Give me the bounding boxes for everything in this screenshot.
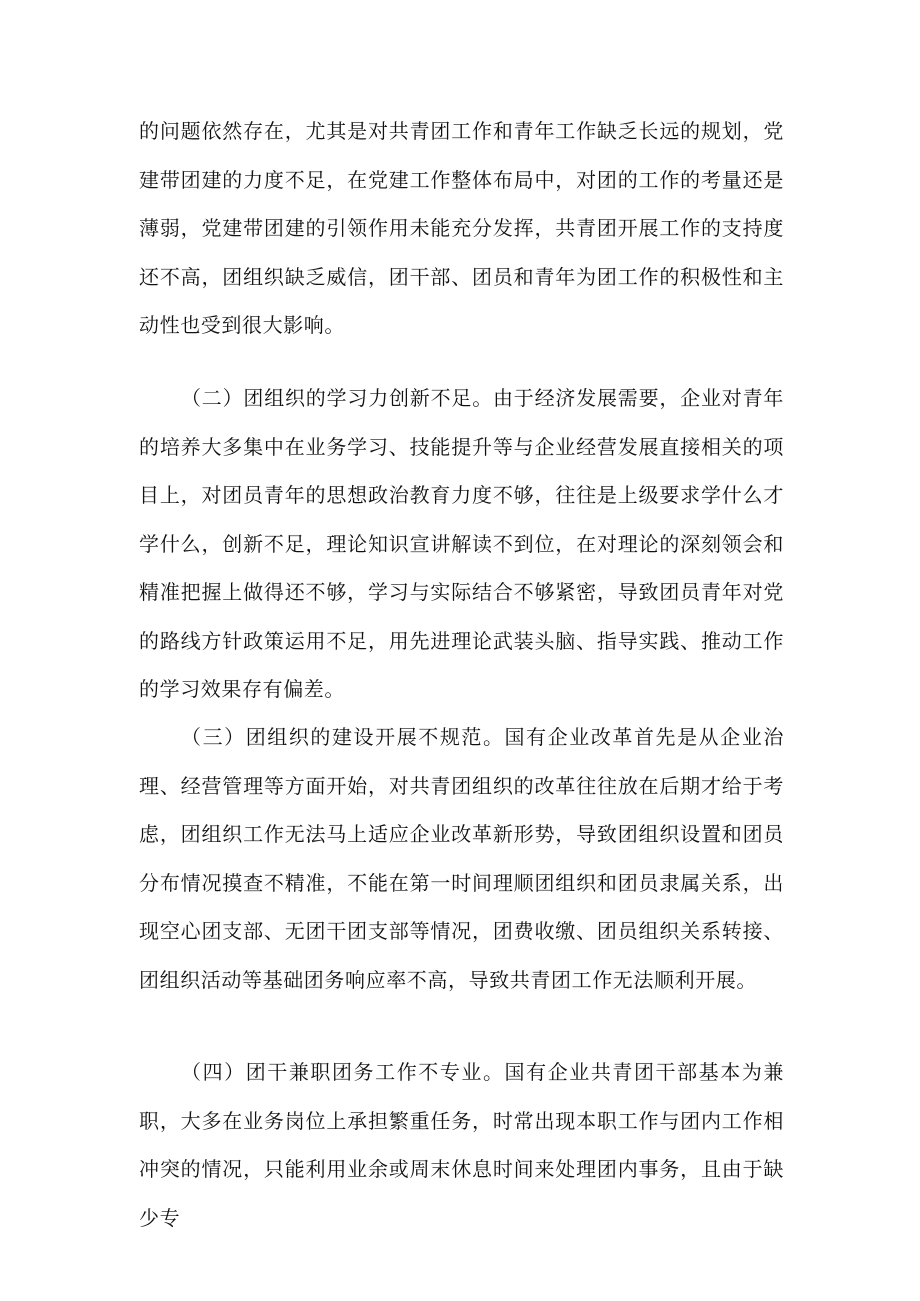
paragraph-section-two: （二）团组织的学习力创新不足。由于经济发展需要，企业对青年的培养大多集中在业务学习、技能提升等与企业经营发展直接相关的项目上，对团员青年的思想政治教育力度不够，往往是上级要求学什么才学什么，创新不足，理论知识宣讲解读不到位，在对理论的深刻领会和精准把握上做得还不够，学习与实际结合不够紧密，导致团员青年对党的路线方针政策运用不足，用先进理论武装头脑、指导实践、推动工作的学习效果存有偏差。 [139,386,784,701]
paragraph-section-four: （四）团干兼职团务工作不专业。国有企业共青团干部基本为兼职，大多在业务岗位上承担繁重任务，时常出现本职工作与团内工作相冲突的情况，只能利用业余或周末休息时间来处理团内事务，且由于缺少专 [139,1060,784,1230]
paragraph-continuation: 的问题依然存在，尤其是对共青团工作和青年工作缺乏长远的规划，党建带团建的力度不足，在党建工作整体布局中，对团的工作的考量还是薄弱，党建带团建的引领作用未能充分发挥，共青团开展工作的支持度还不高，团组织缺乏威信，团干部、团员和青年为团工作的积极性和主动性也受到很大影响。 [139,119,784,337]
paragraph-section-three: （三）团组织的建设开展不规范。国有企业改革首先是从企业治理、经营管理等方面开始，对共青团组织的改革往往放在后期才给于考虑，团组织工作无法马上适应企业改革新形势，导致团组织设置和团员分布情况摸查不精准，不能在第一时间理顺团组织和团员隶属关系，出现空心团支部、无团干团支部等情况，团费收缴、团员组织关系转接、团组织活动等基础团务响应率不高，导致共青团工作无法顺利开展。 [139,725,784,992]
